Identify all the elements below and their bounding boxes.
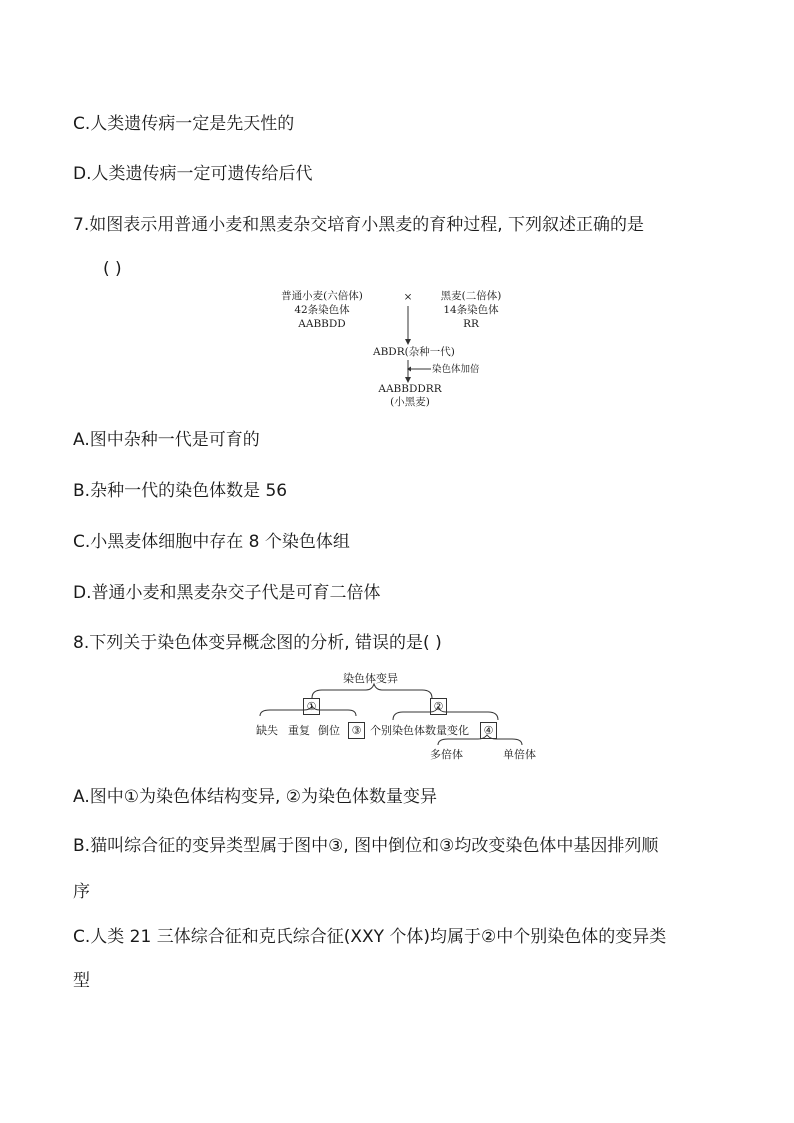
q6-option-c: C.人类遗传病一定是先天性的 (73, 114, 295, 134)
q7-option-b: B.杂种一代的染色体数是 56 (73, 481, 288, 501)
q8-concept-diagram (250, 672, 550, 767)
cross-symbol: × (403, 291, 413, 303)
q7-stem: 7.如图表示用普通小麦和黑麦杂交培育小黑麦的育种过程, 下列叙述正确的是 (73, 215, 645, 235)
q8-option-c-line2: 型 (73, 971, 90, 991)
chromosome-doubling-label: 染色体加倍 (432, 364, 480, 375)
q8-option-b-line1: B.猫叫综合征的变异类型属于图中③, 图中倒位和③均改变染色体中基因排列顺 (73, 836, 659, 856)
polyploid-label: 多倍体 (430, 748, 463, 761)
q7-answer-bracket: ( ) (103, 259, 122, 279)
q7-breeding-diagram (270, 290, 520, 410)
individual-change-label: 个别染色体数量变化 (370, 724, 469, 737)
q8-stem: 8.下列关于染色体变异概念图的分析, 错误的是( ) (73, 633, 442, 653)
deletion-label: 缺失 (256, 724, 278, 737)
box-2: ② (430, 698, 447, 715)
q6-option-d: D.人类遗传病一定可遗传给后代 (73, 164, 313, 184)
haploid-label: 单倍体 (503, 748, 536, 761)
inversion-label: 倒位 (318, 724, 340, 737)
q7-option-d: D.普通小麦和黑麦杂交子代是可育二倍体 (73, 583, 381, 603)
q8-option-b-line2: 序 (73, 882, 90, 902)
parent2-chromosomes: 14条染色体 (443, 304, 499, 316)
triticale-name: (小黑麦) (390, 396, 430, 408)
parent2-genome: RR (463, 318, 479, 330)
root-chromosome-variation: 染色体变异 (343, 672, 398, 685)
parent1-chromosomes: 42条染色体 (294, 304, 350, 316)
q8-option-c-line1: C.人类 21 三体综合征和克氏综合征(XXY 个体)均属于②中个别染色体的变异类 (73, 927, 667, 947)
triticale-genome: AABBDDRR (378, 383, 442, 395)
q7-option-a: A.图中杂种一代是可育的 (73, 430, 260, 450)
box-1: ① (303, 698, 320, 715)
f1-hybrid: ABDR(杂种一代) (373, 346, 455, 358)
duplication-label: 重复 (288, 724, 310, 737)
box-4: ④ (480, 722, 497, 739)
parent1-genome: AABBDD (298, 318, 346, 330)
q8-option-a: A.图中①为染色体结构变异, ②为染色体数量变异 (73, 787, 438, 807)
parent2-name: 黑麦(二倍体) (440, 290, 502, 302)
q7-option-c: C.小黑麦体细胞中存在 8 个染色体组 (73, 532, 350, 552)
parent1-name: 普通小麦(六倍体) (281, 290, 363, 302)
box-3: ③ (348, 722, 365, 739)
